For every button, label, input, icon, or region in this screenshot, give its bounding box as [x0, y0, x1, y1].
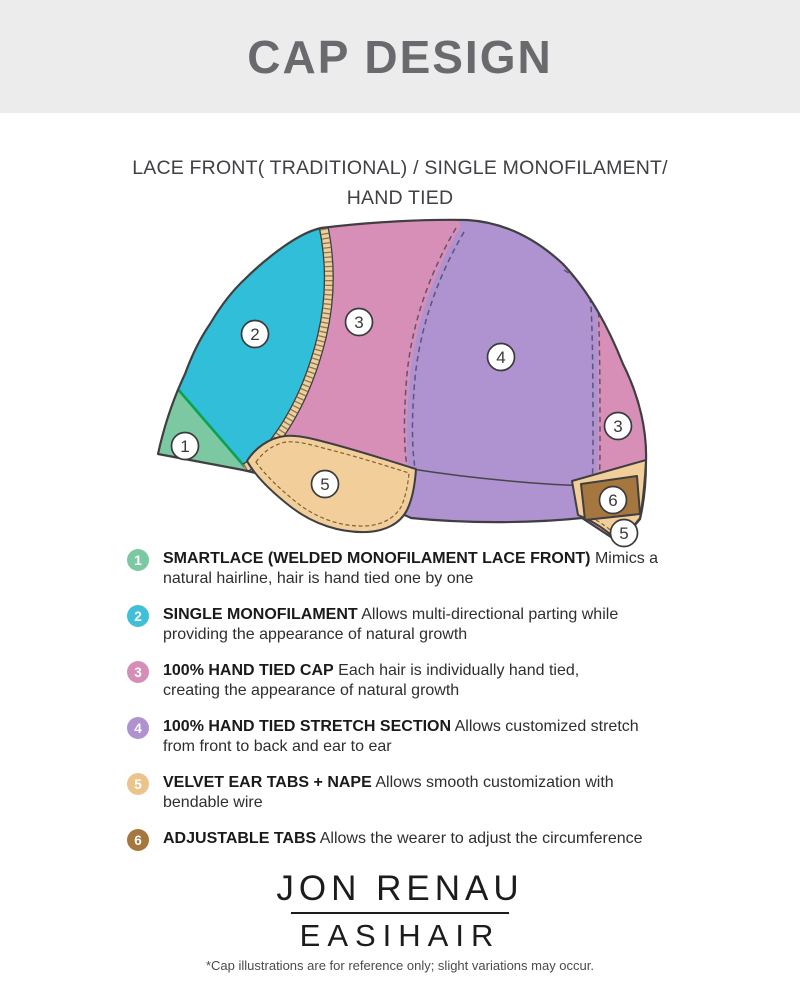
legend-item-text: SMARTLACE (WELDED MONOFILAMENT LACE FRONT) Mimics a natural hairline, hair is hand tied one by one — [163, 550, 659, 587]
cap-diagram — [135, 216, 665, 556]
brand-logo — [0, 869, 800, 954]
legend-number-badge: 1 — [127, 549, 149, 571]
legend-number-badge: 5 — [127, 773, 149, 795]
legend-item — [127, 549, 692, 588]
region-label-number: 2 — [250, 325, 260, 344]
legend-item-text: ADJUSTABLE TABS Allows the wearer to adjust the circumference — [163, 830, 643, 847]
legend-number-badge: 3 — [127, 661, 149, 683]
region-label-number: 5 — [619, 524, 629, 543]
region-label-number: 6 — [608, 491, 618, 510]
legend-item-title: 100% HAND TIED CAP — [163, 662, 334, 679]
region-label-number: 3 — [613, 417, 623, 436]
page-title: CAP DESIGN — [247, 30, 553, 83]
brand-name-jon-renau: JON RENAU — [276, 869, 524, 908]
legend-item — [127, 661, 692, 700]
legend-item-text: VELVET EAR TABS + NAPE Allows smooth customization with bendable wire — [163, 774, 614, 811]
legend-number-badge: 6 — [127, 829, 149, 851]
subtitle-line-1: LACE FRONT( TRADITIONAL) / SINGLE MONOFILAMENT/ — [132, 157, 668, 179]
legend-item — [127, 829, 692, 851]
legend-item-title: SMARTLACE (WELDED MONOFILAMENT LACE FRONT) — [163, 550, 591, 567]
footnote: *Cap illustrations are for reference only; slight variations may occur. — [205, 958, 594, 973]
legend-number-badge: 2 — [127, 605, 149, 627]
legend-number-badge: 4 — [127, 717, 149, 739]
region-label-number: 3 — [354, 313, 364, 332]
subtitle-line-2: HAND TIED — [346, 187, 454, 209]
region-label-number: 1 — [180, 437, 190, 456]
legend-item-text: 100% HAND TIED STRETCH SECTION Allows customized stretch from front to back and ear to ear — [163, 718, 639, 755]
cap-type-subtitle — [0, 153, 800, 213]
logo-divider — [291, 912, 509, 914]
legend — [127, 549, 692, 868]
region-label-number: 5 — [320, 475, 330, 494]
header-band — [0, 0, 800, 113]
legend-item-text: SINGLE MONOFILAMENT Allows multi-directional parting while providing the appearance of natural growth — [163, 606, 619, 643]
legend-item-title: ADJUSTABLE TABS — [163, 830, 317, 847]
legend-item-text: 100% HAND TIED CAP Each hair is individually hand tied, creating the appearance of natural growth — [163, 662, 580, 699]
legend-item-title: SINGLE MONOFILAMENT — [163, 606, 358, 623]
legend-item-title: 100% HAND TIED STRETCH SECTION — [163, 718, 452, 735]
region-label-number: 4 — [496, 348, 506, 367]
legend-item — [127, 717, 692, 756]
legend-item — [127, 773, 692, 812]
legend-item-title: VELVET EAR TABS + NAPE — [163, 774, 372, 791]
brand-name-easihair: EASIHAIR — [299, 918, 501, 953]
legend-item — [127, 605, 692, 644]
